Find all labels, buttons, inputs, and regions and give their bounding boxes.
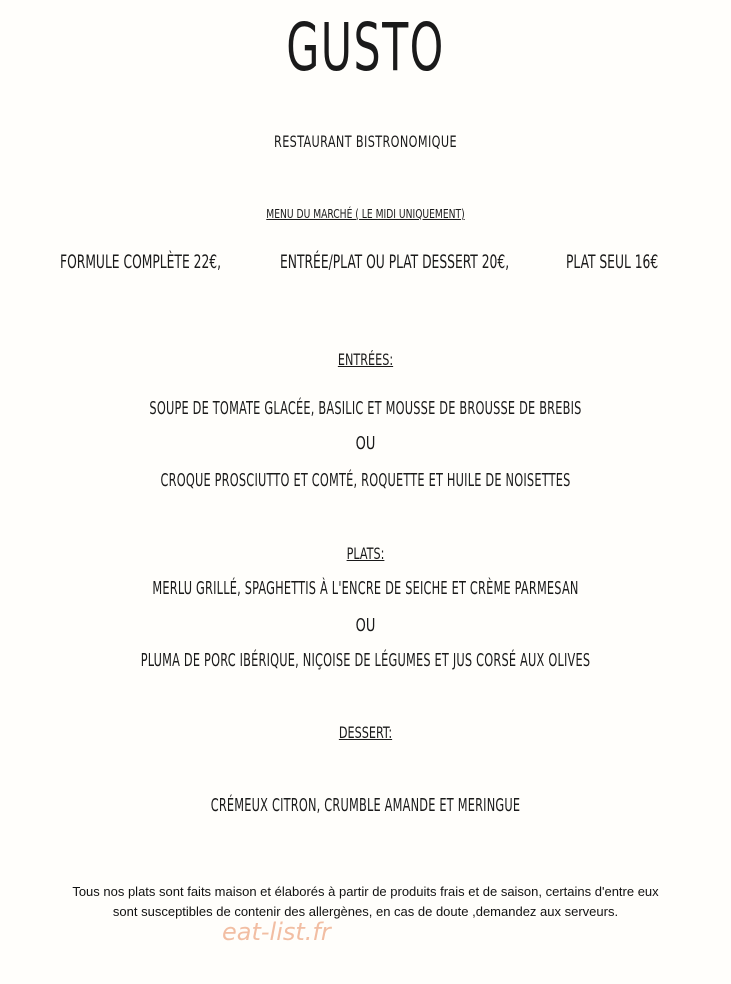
restaurant-tagline: RESTAURANT BISTRONOMIQUE	[274, 132, 457, 151]
formula-main-only: PLAT SEUL 16€	[566, 251, 659, 273]
footer-note-line-1: Tous nos plats sont faits maison et élaborés à partir de produits frais et de saison, certains d'entre eux	[72, 884, 659, 899]
starter-item-2: CROQUE PROSCIUTTO ET COMTÉ, ROQUETTE ET HUILE DE NOISETTES	[160, 470, 571, 491]
market-menu-heading: MENU DU MARCHÉ ( LE MIDI UNIQUEMENT)	[266, 207, 465, 221]
mains-title: PLATS:	[346, 544, 385, 563]
watermark-logo: eat-list.fr	[222, 918, 331, 946]
footer-note-line-2: sont susceptibles de contenir des allergènes, en cas de doute ,demandez aux serveurs.	[112, 904, 619, 919]
dessert-title: DESSERT:	[338, 723, 393, 742]
formula-full: FORMULE COMPLÈTE 22€,	[60, 251, 222, 273]
main-item-2: PLUMA DE PORC IBÉRIQUE, NIÇOISE DE LÉGUMES ET JUS CORSÉ AUX OLIVES	[140, 650, 591, 671]
main-item-1: MERLU GRILLÉ, SPAGHETTIS À L'ENCRE DE SEICHE ET CRÈME PARMESAN	[152, 578, 579, 599]
restaurant-name: GUSTO	[286, 9, 445, 86]
formula-two-courses: ENTRÉE/PLAT OU PLAT DESSERT 20€,	[280, 251, 510, 273]
starter-or: OU	[355, 433, 376, 454]
starter-item-1: SOUPE DE TOMATE GLACÉE, BASILIC ET MOUSSE DE BROUSSE DE BREBIS	[149, 398, 582, 419]
dessert-item-1: CRÉMEUX CITRON, CRUMBLE AMANDE ET MERINGUE	[210, 795, 521, 816]
main-or: OU	[355, 615, 376, 636]
starters-title: ENTRÉES:	[337, 350, 394, 369]
